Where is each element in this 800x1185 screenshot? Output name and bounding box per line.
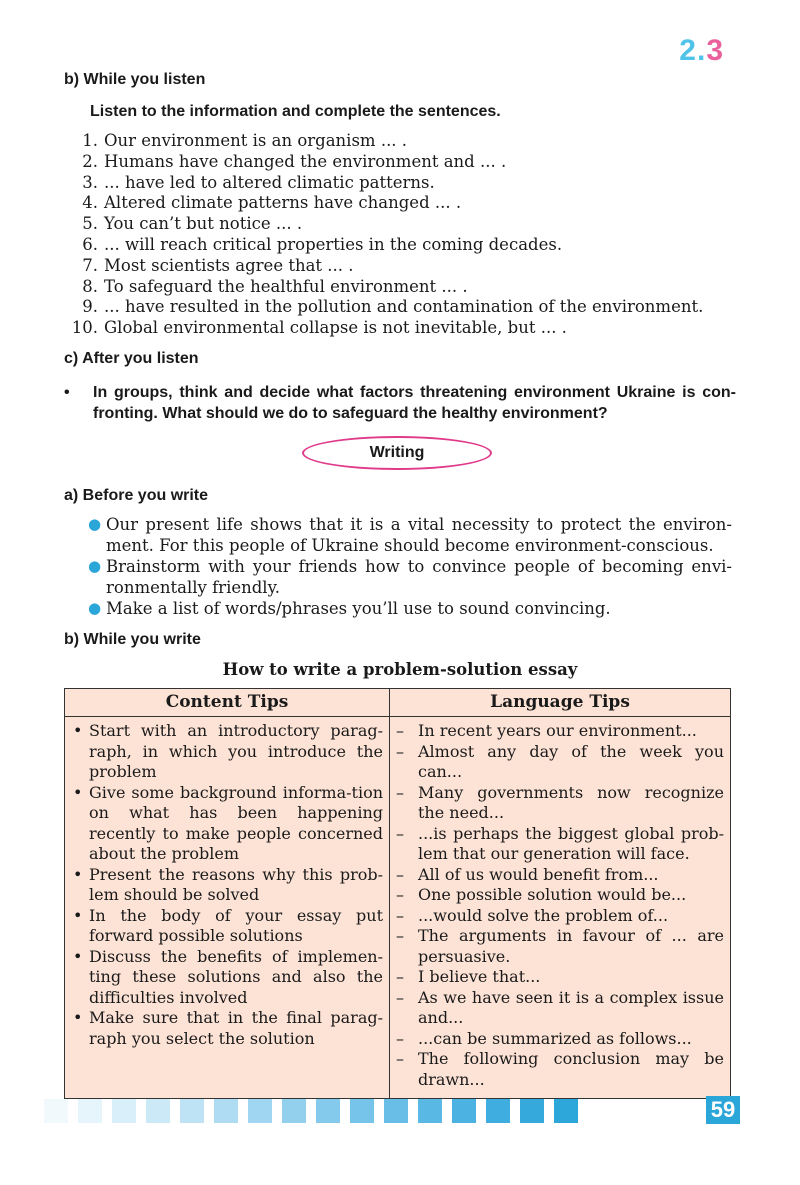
footer-square — [214, 1099, 238, 1123]
language-tip — [396, 926, 724, 967]
language-tip — [396, 865, 724, 886]
before-write-item — [88, 598, 732, 619]
bullet-dot-icon: • — [73, 905, 83, 925]
sentence-number: 5. — [82, 214, 98, 234]
dash-icon: – — [396, 741, 404, 761]
language-tip — [396, 742, 724, 783]
sentence-item — [60, 193, 703, 214]
sentence-number: 1. — [82, 131, 98, 150]
language-tip-text: Many governments now recognize the need... — [418, 782, 724, 822]
group-task-text: In groups, think and decide what factors threatening environment Ukraine is con-fronting. What should we do to safeguard the healthy environment? — [93, 384, 736, 422]
language-tip-text: I believe that... — [418, 967, 541, 986]
language-tips-header: Language Tips — [390, 689, 731, 717]
bullet-dot-icon: • — [73, 1008, 83, 1027]
before-write-item — [88, 514, 732, 556]
sentence-item — [60, 256, 703, 277]
bullet-dot-icon: • — [73, 782, 83, 802]
language-tip — [396, 906, 724, 927]
language-tip-text: The following conclusion may be drawn... — [418, 1049, 724, 1089]
language-tip-text: All of us would benefit from... — [418, 864, 659, 884]
sentence-text: To safeguard the healthful environment ... . — [104, 276, 468, 296]
footer-square — [112, 1099, 136, 1123]
language-tip — [396, 783, 724, 824]
content-tip — [71, 947, 383, 1009]
writing-label: Writing — [302, 436, 492, 470]
content-tip-text: Discuss the benefits of implemen-ting these solutions and also the difficulties involved — [89, 946, 383, 1007]
blue-bullet-icon: ● — [88, 515, 102, 533]
blue-bullet-icon: ● — [88, 599, 102, 617]
content-tip — [71, 906, 383, 947]
dash-icon: – — [396, 885, 404, 904]
unit-number-right: 3 — [706, 34, 724, 67]
sentence-list — [60, 131, 703, 339]
sentence-number: 10. — [71, 318, 98, 338]
sentence-text: ... will reach critical properties in the coming decades. — [104, 234, 563, 254]
footer-square — [452, 1099, 476, 1123]
table-title: How to write a problem-solution essay — [222, 660, 578, 679]
before-write-text: Our present life shows that it is a vital necessity to protect the environ-ment. For this people of Ukraine should become environment-conscious. — [106, 515, 732, 555]
bullet-dot-icon: • — [73, 946, 83, 966]
footer-square — [554, 1099, 578, 1123]
section-heading-while-listen: b) While you listen — [64, 71, 206, 88]
content-tip — [71, 721, 383, 783]
section-heading-after-listen: c) After you listen — [64, 350, 199, 367]
footer-square — [44, 1099, 68, 1123]
footer-square — [384, 1099, 408, 1123]
content-tip-text: Make sure that in the final parag-raph you select the solution — [89, 1008, 383, 1048]
language-tip-text: One possible solution would be... — [418, 885, 687, 904]
page-number: 59 — [706, 1096, 740, 1124]
language-tip — [396, 1049, 724, 1090]
sentence-text: Altered climate patterns have changed ... . — [104, 193, 462, 213]
language-tip-text: In recent years our environment... — [418, 721, 697, 740]
before-write-list — [88, 514, 732, 619]
dash-icon: – — [396, 1049, 404, 1068]
footer-square — [146, 1099, 170, 1123]
language-tip — [396, 885, 724, 906]
sentence-item — [60, 131, 703, 152]
content-tip — [71, 865, 383, 906]
sentence-item — [60, 214, 703, 235]
sentence-number: 8. — [82, 276, 98, 296]
dash-icon: – — [396, 782, 404, 802]
footer-square — [180, 1099, 204, 1123]
bullet-dot-icon: • — [73, 864, 83, 884]
language-tip-text: ...can be summarized as follows... — [418, 1028, 692, 1048]
sentence-text: ... have resulted in the pollution and contamination of the environment. — [104, 297, 704, 317]
section-heading-while-write: b) While you write — [64, 631, 201, 648]
tips-table — [64, 688, 731, 1099]
footer-square — [520, 1099, 544, 1123]
footer-square — [418, 1099, 442, 1123]
sentence-number: 6. — [82, 234, 98, 254]
sentence-item — [60, 152, 703, 173]
content-tip-text: Give some background informa-tion on what has been happening recently to make people concerned about the problem — [89, 782, 383, 863]
sentence-item — [60, 173, 703, 194]
before-write-text: Brainstorm with your friends how to convince people of becoming envi-ronmentally friendly. — [106, 557, 732, 597]
footer-square — [78, 1099, 102, 1123]
listen-instruction: Listen to the information and complete the sentences. — [90, 103, 501, 120]
language-tip-text: Almost any day of the week you can... — [418, 741, 724, 781]
language-tip — [396, 967, 724, 988]
footer-square — [316, 1099, 340, 1123]
footer-square — [350, 1099, 374, 1123]
dash-icon: – — [396, 905, 404, 925]
dash-icon: – — [396, 926, 404, 945]
section-heading-before-write: a) Before you write — [64, 487, 209, 504]
sentence-item — [60, 297, 703, 318]
sentence-item — [60, 318, 703, 339]
footer-decor-bar — [44, 1099, 578, 1125]
language-tip-text: ...is perhaps the biggest global prob-lem that our generation will face. — [418, 823, 724, 863]
sentence-text: Our environment is an organism ... . — [104, 131, 408, 150]
sentence-item — [60, 277, 703, 298]
dash-icon: – — [396, 987, 404, 1007]
sentence-text: Humans have changed the environment and ... . — [104, 151, 507, 171]
sentence-number: 7. — [82, 255, 98, 275]
language-tip — [396, 824, 724, 865]
bullet-dot-icon: • — [64, 384, 70, 401]
sentence-text: Most scientists agree that ... . — [104, 255, 354, 275]
language-tip — [396, 988, 724, 1029]
content-tip — [71, 783, 383, 865]
content-tip — [71, 1008, 383, 1049]
sentence-number: 4. — [82, 193, 98, 213]
sentence-text: Global environmental collapse is not inevitable, but ... . — [104, 318, 567, 338]
sentence-number: 3. — [82, 172, 98, 192]
footer-square — [248, 1099, 272, 1123]
content-tip-text: Present the reasons why this prob-lem should be solved — [89, 864, 383, 904]
content-tips-cell — [65, 717, 390, 1099]
sentence-number: 9. — [82, 297, 98, 317]
language-tip-text: As we have seen it is a complex issue and... — [418, 987, 724, 1027]
language-tip-text: ...would solve the problem of... — [418, 905, 669, 925]
sentence-number: 2. — [82, 151, 98, 171]
dash-icon: – — [396, 823, 404, 843]
language-tip-text: The arguments in favour of ... are persuasive. — [418, 926, 724, 966]
sentence-text: You can’t but notice ... . — [104, 214, 303, 234]
dash-icon: – — [396, 967, 404, 986]
footer-square — [486, 1099, 510, 1123]
content-tip-text: Start with an introductory parag-raph, in which you introduce the problem — [89, 721, 383, 781]
language-tip — [396, 1029, 724, 1050]
group-task — [64, 382, 736, 424]
before-write-item — [88, 556, 732, 598]
language-tip — [396, 721, 724, 742]
before-write-text: Make a list of words/phrases you’ll use to sound convincing. — [106, 599, 611, 618]
dash-icon: – — [396, 1028, 404, 1048]
sentence-item — [60, 235, 703, 256]
sentence-text: ... have led to altered climatic patterns. — [104, 172, 435, 192]
language-tips-cell — [390, 717, 731, 1099]
bullet-dot-icon: • — [73, 721, 83, 740]
blue-bullet-icon: ● — [88, 557, 102, 575]
dash-icon: – — [396, 721, 404, 740]
content-tips-header: Content Tips — [65, 689, 390, 717]
unit-badge — [679, 34, 724, 68]
content-tip-text: In the body of your essay put forward possible solutions — [89, 905, 383, 945]
dash-icon: – — [396, 864, 404, 884]
footer-square — [282, 1099, 306, 1123]
unit-number-left: 2. — [679, 34, 707, 67]
